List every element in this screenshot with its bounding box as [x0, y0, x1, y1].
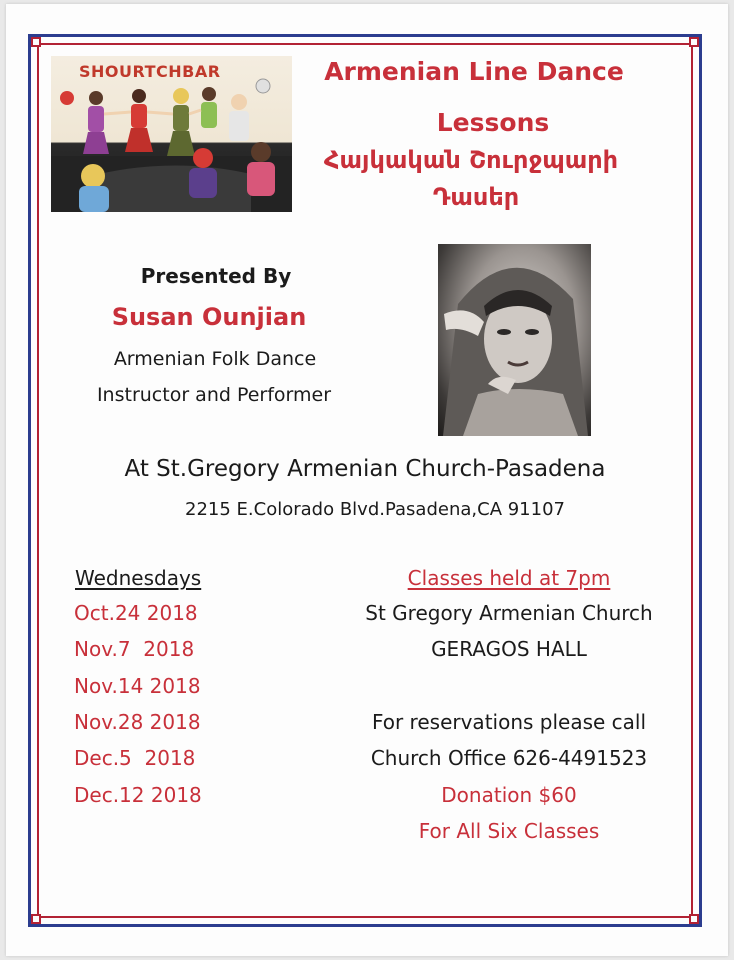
illustration-label: SHOURTCHBAR — [79, 62, 221, 81]
location-line1: St Gregory Armenian Church — [365, 601, 653, 625]
border-corner-ornament — [31, 37, 41, 47]
class-date: Nov.14 2018 — [74, 674, 201, 698]
border-corner-ornament — [689, 37, 699, 47]
dancers-illustration — [51, 56, 292, 212]
class-date: Dec.12 2018 — [74, 783, 202, 807]
class-date: Nov.28 2018 — [74, 710, 201, 734]
class-time: Classes held at 7pm — [407, 566, 611, 590]
presenter-name: Susan Ounjian — [111, 303, 307, 331]
armenian-title-line2: Դասեր — [432, 183, 520, 211]
portrait-drawing — [438, 244, 591, 436]
flyer-title-line2: Lessons — [436, 108, 550, 137]
border-corner-ornament — [31, 914, 41, 924]
reservation-phone: Church Office 626-4491523 — [370, 746, 648, 770]
dancers-drawing — [51, 56, 292, 212]
instructor-photo — [438, 244, 591, 436]
presenter-role-line2: Instructor and Performer — [96, 384, 332, 406]
reservation-line1: For reservations please call — [371, 710, 647, 734]
presented-by-label: Presented By — [140, 264, 292, 288]
venue-address: 2215 E.Colorado Blvd.Pasadena,CA 91107 — [185, 499, 565, 520]
presenter-role-line1: Armenian Folk Dance — [113, 348, 317, 370]
flyer-title: Armenian Line Dance — [324, 57, 624, 86]
venue-name: At St.Gregory Armenian Church-Pasadena — [124, 456, 606, 482]
class-date: Dec.5 2018 — [74, 746, 196, 770]
location-line2: GERAGOS HALL — [431, 637, 587, 661]
schedule-heading: Wednesdays — [75, 566, 202, 590]
class-date: Oct.24 2018 — [74, 601, 198, 625]
donation-note: For All Six Classes — [418, 819, 600, 843]
class-date: Nov.7 2018 — [74, 637, 195, 661]
armenian-title: Հայկական Շուրջպարի — [323, 146, 619, 174]
donation-amount: Donation $60 — [441, 783, 577, 807]
border-corner-ornament — [689, 914, 699, 924]
